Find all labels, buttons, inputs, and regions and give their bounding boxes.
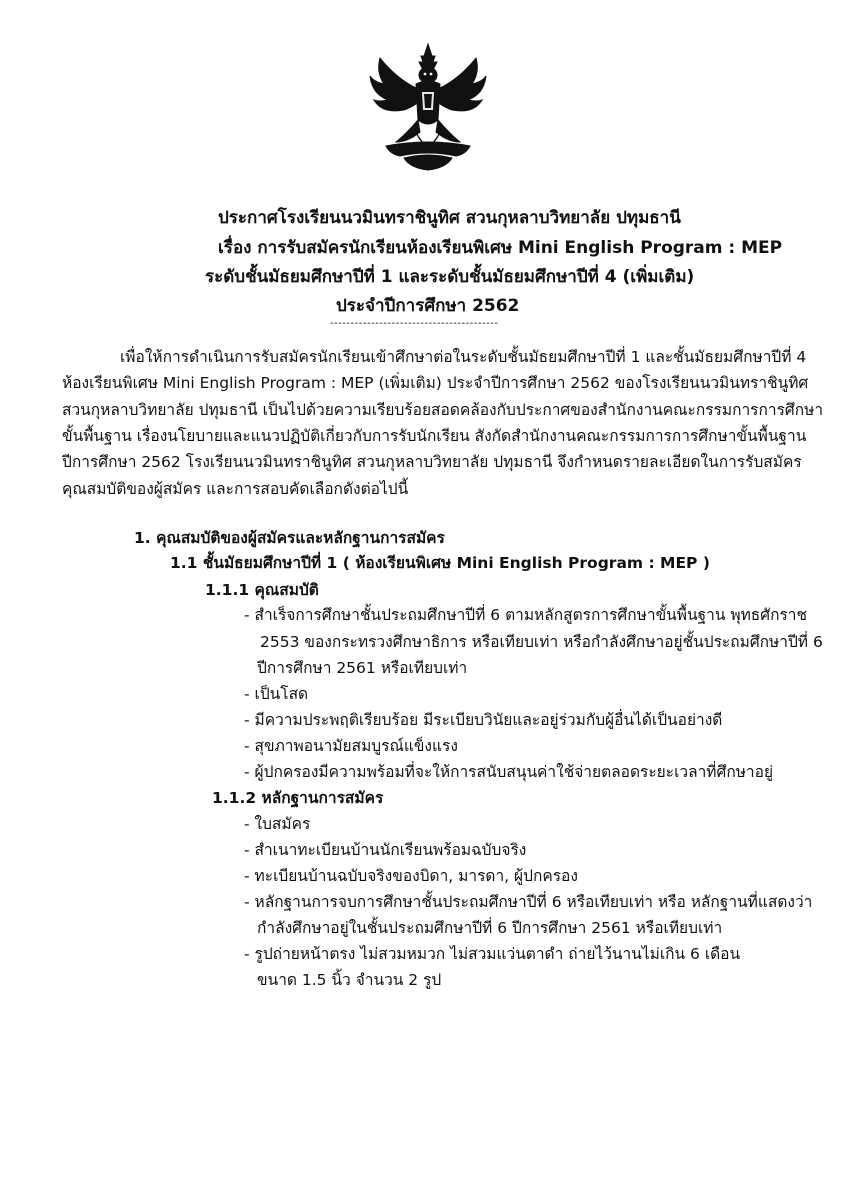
intro-line-3: สวนกุหลาบวิทยาลัย ปทุมธานี เป็นไปด้วยความเรียบร้อยสอดคล้องกับประกาศของสำนักงานคณะกรรมการการศึกษา [62,401,824,419]
garuda-emblem-icon [366,42,490,172]
document-item: - หลักฐานการจบการศึกษาชั้นประถมศึกษาปีที่ 6 หรือเทียบเท่า หรือ หลักฐานที่แสดงว่า [244,893,813,911]
document-item: - สำเนาทะเบียนบ้านนักเรียนพร้อมฉบับจริง [244,841,527,859]
title-line-3: ระดับชั้นมัธยมศึกษาปีที่ 1 และระดับชั้นมัธยมศึกษาปีที่ 4 (เพิ่มเติม) [205,267,695,287]
section-1-1-1-title: 1.1.1 คุณสมบัติ [205,581,319,599]
intro-line-6: คุณสมบัติของผู้สมัคร และการสอบคัดเลือกดังต่อไปนี้ [62,480,409,498]
section-1-1-2-title: 1.1.2 หลักฐานการสมัคร [212,789,384,807]
qualification-item-cont: ปีการศึกษา 2561 หรือเทียบเท่า [257,659,468,677]
title-line-1: ประกาศโรงเรียนนวมินทราชินูทิศ สวนกุหลาบวิทยาลัย ปทุมธานี [218,208,681,228]
qualification-item: - ผู้ปกครองมีความพร้อมที่จะให้การสนับสนุนค่าใช้จ่ายตลอดระยะเวลาที่ศึกษาอยู่ [244,763,774,781]
qualification-item: - สุขภาพอนามัยสมบูรณ์แข็งแรง [244,737,458,755]
qualification-item: - มีความประพฤติเรียบร้อย มีระเบียบวินัยและอยู่ร่วมกับผู้อื่นได้เป็นอย่างดี [244,711,723,729]
qualification-item-cont: 2553 ของกระทรวงศึกษาธิการ หรือเทียบเท่า หรือกำลังศึกษาอยู่ชั้นประถมศึกษาปีที่ 6 [260,633,823,651]
section-1-1-title: 1.1 ชั้นมัธยมศึกษาปีที่ 1 ( ห้องเรียนพิเศษ Mini English Program : MEP ) [170,554,710,572]
intro-line-1: เพื่อให้การดำเนินการรับสมัครนักเรียนเข้าศึกษาต่อในระดับชั้นมัธยมศึกษาปีที่ 1 และชั้นมัธยมศึกษาปีที่ 4 [120,348,807,366]
title-separator: ----------------------------------------- [330,318,499,329]
intro-line-2: ห้องเรียนพิเศษ Mini English Program : MEP (เพิ่มเติม) ประจำปีการศึกษา 2562 ของโรงเรียนนวมินทราชินูทิศ [62,374,809,392]
document-item-cont: ขนาด 1.5 นิ้ว จำนวน 2 รูป [257,971,442,989]
intro-line-4: ขั้นพื้นฐาน เรื่องนโยบายและแนวปฏิบัติเกี่ยวกับการรับนักเรียน สังกัดสำนักงานคณะกรรมการการศึกษาขั้นพื้นฐาน [62,427,807,445]
qualification-item: - เป็นโสด [244,685,309,703]
document-item: - ใบสมัคร [244,815,311,833]
intro-line-5: ปีการศึกษา 2562 โรงเรียนนวมินทราชินูทิศ สวนกุหลาบวิทยาลัย ปทุมธานี จึงกำหนดรายละเอียดในการรับสมัคร [62,453,802,471]
document-item-cont: กำลังศึกษาอยู่ในชั้นประถมศึกษาปีที่ 6 ปีการศึกษา 2561 หรือเทียบเท่า [257,919,723,937]
title-line-4: ประจำปีการศึกษา 2562 [336,296,520,316]
document-item: - ทะเบียนบ้านฉบับจริงของบิดา, มารดา, ผู้ปกครอง [244,867,578,885]
qualification-item: - สำเร็จการศึกษาชั้นประถมศึกษาปีที่ 6 ตามหลักสูตรการศึกษาขั้นพื้นฐาน พุทธศักราช [244,606,808,624]
section-1-title: 1. คุณสมบัติของผู้สมัครและหลักฐานการสมัคร [134,529,445,547]
title-line-2: เรื่อง การรับสมัครนักเรียนห้องเรียนพิเศษ Mini English Program : MEP [218,238,783,258]
document-item: - รูปถ่ายหน้าตรง ไม่สวมหมวก ไม่สวมแว่นตาดำ ถ่ายไว้นานไม่เกิน 6 เดือน [244,945,741,963]
